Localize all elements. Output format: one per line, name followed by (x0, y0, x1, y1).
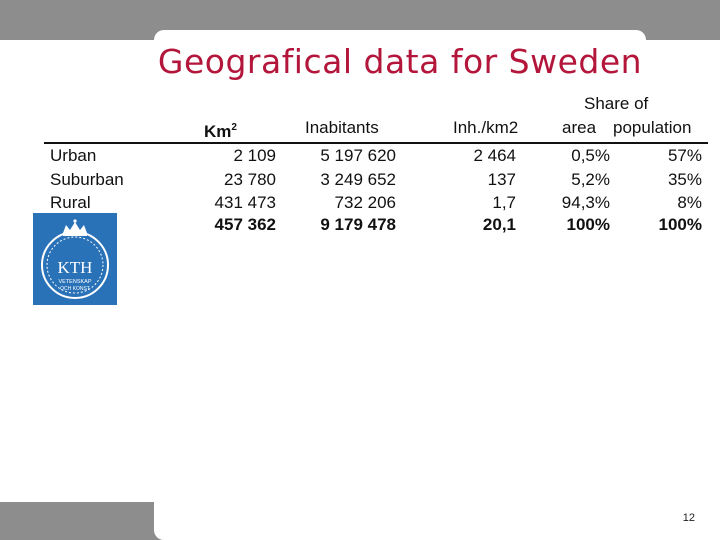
cell-rural-km2: 431 473 (214, 193, 276, 212)
header-km2 (204, 122, 237, 142)
cell-total-km2: 457 362 (214, 215, 276, 234)
cell-rural-population: 8% (677, 193, 702, 212)
kth-seal-icon (33, 213, 117, 305)
cell-urban-inhabitants: 5 197 620 (320, 146, 396, 165)
cell-rural-inhabitants: 732 206 (334, 193, 396, 212)
cell-total-area: 100% (566, 215, 610, 234)
logo-motto-1: VETENSKAP (58, 279, 92, 285)
cell-suburban-km2: 23 780 (224, 170, 276, 189)
header-km-superscript: 2 (231, 122, 237, 133)
cell-total-inhabitants: 9 179 478 (320, 215, 396, 234)
cell-urban-km2: 2 109 (233, 146, 276, 165)
header-density: Inh./km2 (453, 118, 519, 137)
logo-motto-2: OCH KONST (60, 286, 90, 292)
cell-suburban-population: 35% (667, 170, 702, 189)
cell-rural-density: 1,7 (492, 193, 516, 212)
row-label-suburban: Suburban (50, 170, 124, 189)
header-rule (44, 142, 708, 144)
cell-urban-population: 57% (667, 146, 702, 165)
row-label-urban: Urban (50, 146, 97, 165)
slide-title: Geografical data for Sweden (157, 42, 643, 81)
logo-text: KTH (57, 258, 93, 277)
header-inhabitants: Inabitants (305, 118, 379, 137)
cell-suburban-area: 5,2% (571, 170, 610, 189)
cell-rural-area: 94,3% (561, 193, 610, 212)
cell-suburban-inhabitants: 3 249 652 (320, 170, 396, 189)
cell-urban-area: 0,5% (571, 146, 610, 165)
header-area: area (562, 118, 597, 137)
cell-urban-density: 2 464 (473, 146, 516, 165)
cell-total-population: 100% (658, 215, 702, 234)
kth-logo (33, 213, 117, 305)
header-share-of: Share of (584, 94, 649, 113)
page-number: 12 (682, 512, 695, 524)
cell-total-density: 20,1 (482, 215, 516, 234)
header-population: population (613, 118, 692, 137)
row-label-rural: Rural (50, 193, 91, 212)
header-km-text: Km (204, 122, 232, 141)
cell-suburban-density: 137 (487, 170, 516, 189)
footer-tab (154, 492, 720, 540)
